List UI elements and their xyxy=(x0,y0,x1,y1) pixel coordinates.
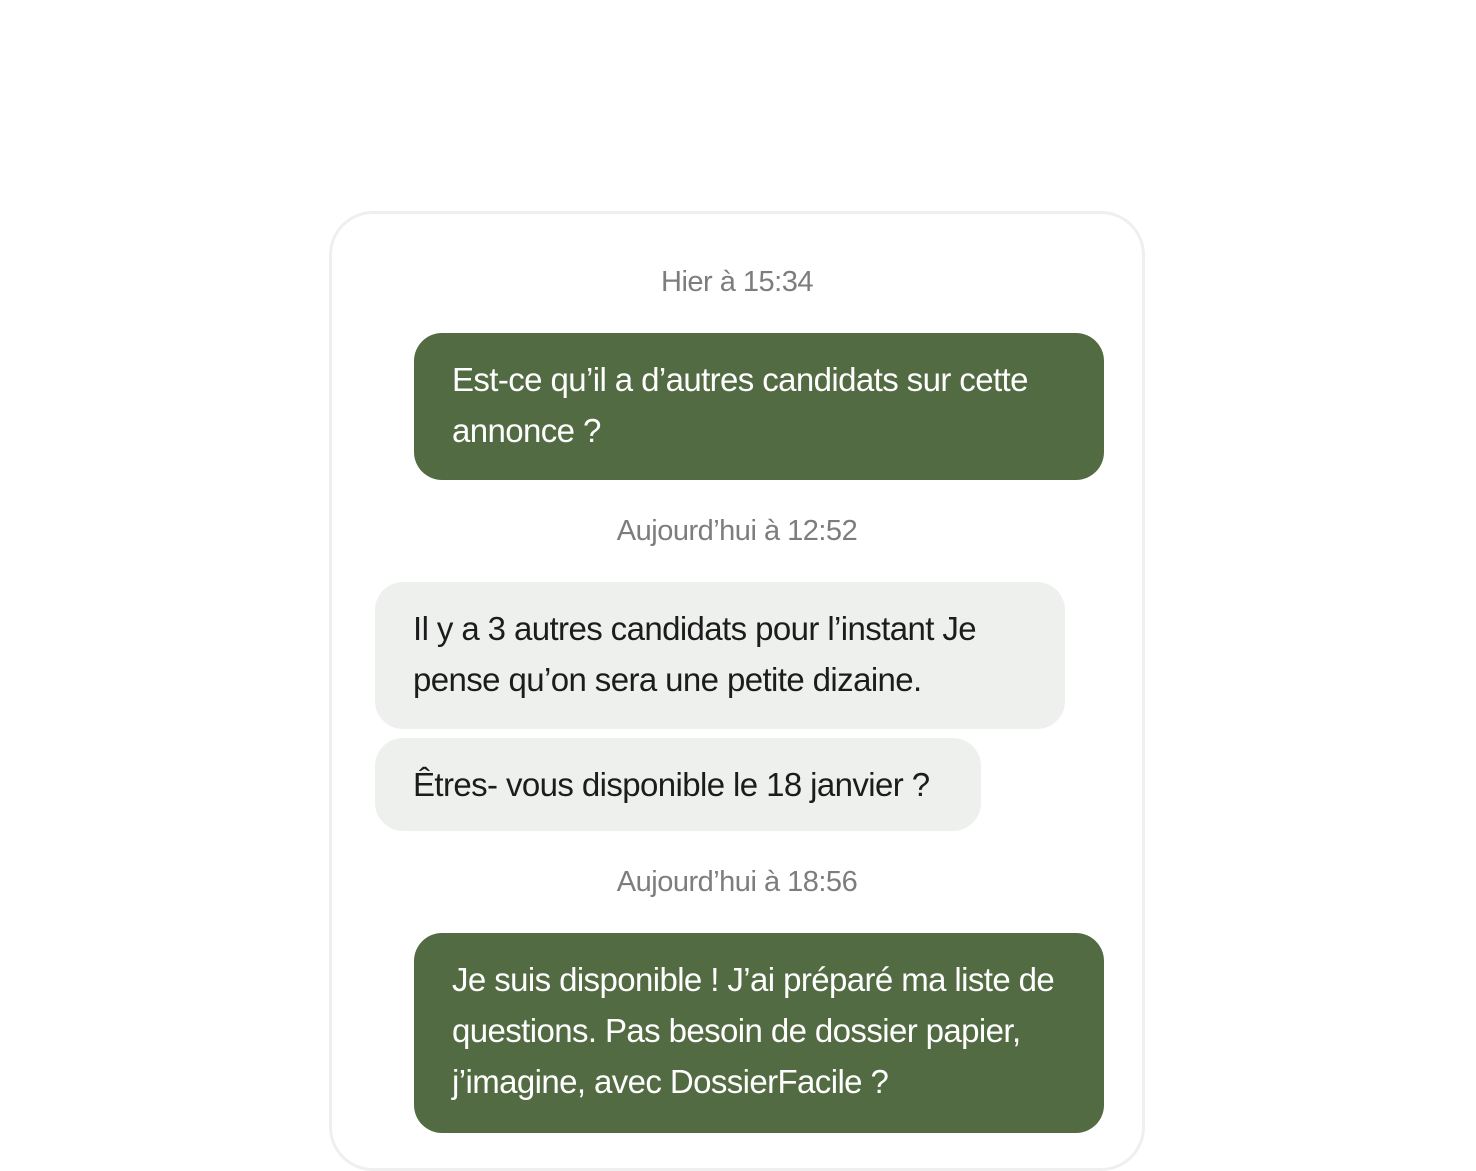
received-message-bubble[interactable]: Êtres- vous disponible le 18 janvier ? xyxy=(375,738,981,831)
message-timestamp: Hier à 15:34 xyxy=(661,266,813,298)
sent-message-bubble[interactable]: Je suis disponible ! J’ai préparé ma liste de questions. Pas besoin de dossier papier, j’imagine, avec DossierFacile ? xyxy=(414,933,1104,1133)
sent-message-bubble[interactable]: Est-ce qu’il a d’autres candidats sur cette annonce ? xyxy=(414,333,1104,480)
message-timestamp: Aujourd’hui à 18:56 xyxy=(616,866,858,898)
message-timestamp: Aujourd’hui à 12:52 xyxy=(616,515,858,547)
chat-conversation-card xyxy=(329,211,1145,1171)
received-message-bubble[interactable]: Il y a 3 autres candidats pour l’instant Je pense qu’on sera une petite dizaine. xyxy=(375,582,1065,729)
